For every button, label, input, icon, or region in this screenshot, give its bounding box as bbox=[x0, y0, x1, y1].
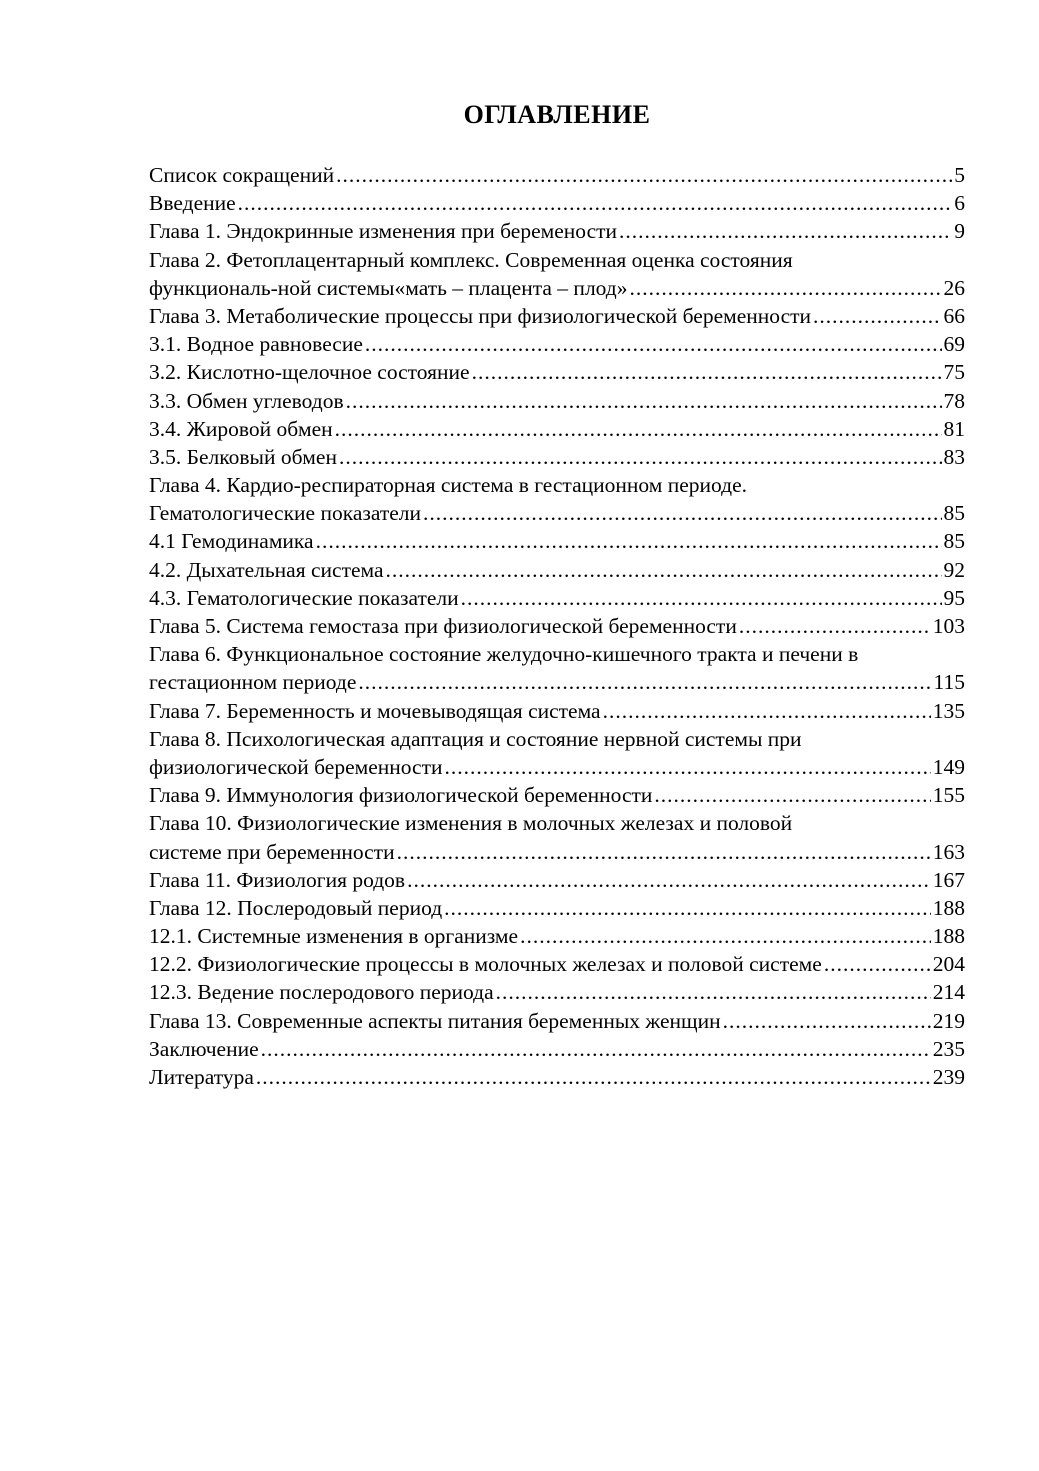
toc-entry[interactable] bbox=[149, 527, 965, 555]
toc-entry[interactable] bbox=[149, 1063, 965, 1091]
toc-entry-text: Глава 12. Послеродовый период bbox=[149, 895, 443, 920]
toc-entry-page: 188 bbox=[932, 924, 965, 949]
toc-entry[interactable] bbox=[149, 556, 965, 584]
toc-entry-text: Список сокращений bbox=[149, 163, 335, 187]
dot-leader bbox=[739, 612, 931, 640]
toc-entry-page: 103 bbox=[932, 614, 965, 638]
toc-entry-page: 85 bbox=[943, 529, 965, 554]
dot-leader bbox=[397, 838, 931, 866]
toc-entry[interactable] bbox=[149, 161, 965, 189]
toc-entry-text: Введение bbox=[149, 191, 236, 216]
toc-entry[interactable] bbox=[149, 838, 965, 866]
toc-entry-page: 9 bbox=[954, 219, 965, 244]
toc-entry-text: 4.3. Гематологические показатели bbox=[149, 585, 459, 610]
toc-entry-page: 219 bbox=[932, 1008, 965, 1033]
toc-entry[interactable] bbox=[149, 189, 965, 217]
dot-leader bbox=[256, 1063, 931, 1091]
toc-entry[interactable] bbox=[149, 443, 965, 471]
toc-entry[interactable] bbox=[149, 499, 965, 527]
toc-entry-text: Глава 10. Физиологические изменения в молочных железах и половой bbox=[149, 811, 793, 836]
dot-leader bbox=[496, 978, 931, 1006]
toc-entry-page: 239 bbox=[932, 1065, 965, 1089]
toc-entry-text: 12.2. Физиологические процессы в молочных железах и половой системе bbox=[149, 952, 822, 977]
toc-entry-page: 78 bbox=[943, 388, 965, 413]
toc-entry-text: Глава 7. Беременность и мочевыводящая система bbox=[149, 698, 601, 723]
toc-entry[interactable] bbox=[149, 584, 965, 612]
toc-entry[interactable] bbox=[149, 978, 965, 1006]
toc-entry[interactable] bbox=[149, 809, 965, 837]
toc-entry-page: 167 bbox=[932, 867, 965, 892]
toc-entry-text: 3.3. Обмен углеводов bbox=[149, 388, 344, 413]
dot-leader bbox=[723, 1007, 931, 1035]
dot-leader bbox=[445, 753, 931, 781]
toc-entry-text: 12.1. Системные изменения в организме bbox=[149, 924, 519, 949]
dot-leader bbox=[346, 387, 942, 415]
table-of-contents bbox=[149, 161, 965, 1091]
dot-leader bbox=[813, 302, 941, 330]
dot-leader bbox=[619, 217, 952, 245]
dot-leader bbox=[603, 697, 931, 725]
toc-entry[interactable] bbox=[149, 358, 965, 386]
dot-leader bbox=[824, 950, 931, 978]
toc-entry-page: 5 bbox=[954, 163, 965, 187]
page-title: ОГЛАВЛЕНИЕ bbox=[463, 100, 651, 129]
toc-entry[interactable] bbox=[149, 415, 965, 443]
dot-leader bbox=[423, 499, 941, 527]
toc-entry-text: Глава 11. Физиология родов bbox=[149, 867, 406, 892]
dot-leader bbox=[336, 161, 952, 189]
dot-leader bbox=[335, 415, 942, 443]
toc-entry-text: системе при беременности bbox=[149, 839, 395, 864]
dot-leader bbox=[386, 556, 942, 584]
toc-entry[interactable] bbox=[149, 302, 965, 330]
toc-entry-text: Заключение bbox=[149, 1036, 259, 1061]
toc-entry-text: 3.2. Кислотно-щелочное состояние bbox=[149, 360, 470, 385]
dot-leader bbox=[316, 527, 942, 555]
toc-entry[interactable] bbox=[149, 1035, 965, 1063]
toc-entry-page: 83 bbox=[943, 444, 965, 469]
toc-entry-page: 235 bbox=[932, 1036, 965, 1061]
toc-entry[interactable] bbox=[149, 922, 965, 950]
dot-leader bbox=[444, 894, 931, 922]
toc-entry[interactable] bbox=[149, 753, 965, 781]
dot-leader bbox=[472, 358, 942, 386]
toc-entry-text: 12.3. Ведение послеродового периода bbox=[149, 980, 494, 1005]
toc-entry[interactable] bbox=[149, 894, 965, 922]
toc-entry-text: 3.1. Водное равновесие bbox=[149, 332, 363, 357]
toc-entry-text: 4.1 Гемодинамика bbox=[149, 529, 314, 554]
dot-leader bbox=[630, 274, 942, 302]
toc-entry[interactable] bbox=[149, 668, 965, 696]
toc-entry-text: гестационном периоде bbox=[149, 670, 357, 695]
toc-entry[interactable] bbox=[149, 274, 965, 302]
dot-leader bbox=[461, 584, 942, 612]
toc-entry[interactable] bbox=[149, 387, 965, 415]
toc-entry-page: 6 bbox=[954, 191, 965, 216]
toc-entry-page: 92 bbox=[943, 557, 965, 582]
toc-entry-page: 75 bbox=[943, 360, 965, 385]
dot-leader bbox=[339, 443, 942, 471]
toc-entry-text: Гематологические показатели bbox=[149, 501, 422, 526]
toc-entry-text: 3.4. Жировой обмен bbox=[149, 416, 333, 441]
toc-entry[interactable] bbox=[149, 697, 965, 725]
toc-entry-text: Глава 8. Психологическая адаптация и состояние нервной системы при bbox=[149, 726, 802, 751]
toc-entry-page: 204 bbox=[932, 952, 965, 977]
toc-entry-text: Глава 6. Функциональное состояние желудочно-кишечного тракта и печени в bbox=[149, 642, 859, 667]
dot-leader bbox=[238, 189, 953, 217]
toc-entry-page: 135 bbox=[932, 698, 965, 723]
dot-leader bbox=[261, 1035, 931, 1063]
toc-entry-page: 214 bbox=[932, 980, 965, 1005]
toc-entry-text: Литература bbox=[149, 1065, 254, 1089]
dot-leader bbox=[365, 330, 942, 358]
toc-entry-text: Глава 13. Современные аспекты питания беременных женщин bbox=[149, 1008, 721, 1033]
toc-entry-page: 163 bbox=[932, 839, 965, 864]
toc-entry-page: 66 bbox=[943, 303, 965, 328]
toc-entry[interactable] bbox=[149, 471, 965, 499]
toc-entry-page: 69 bbox=[943, 332, 965, 357]
toc-entry[interactable] bbox=[149, 640, 965, 668]
toc-entry-page: 95 bbox=[943, 585, 965, 610]
toc-entry-page: 81 bbox=[943, 416, 965, 441]
toc-entry-text: физиологической беременности bbox=[149, 754, 443, 779]
dot-leader bbox=[520, 922, 931, 950]
toc-entry-page: 115 bbox=[933, 670, 965, 695]
toc-entry-page: 155 bbox=[932, 783, 965, 808]
toc-entry-page: 85 bbox=[943, 501, 965, 526]
toc-entry-text: 4.2. Дыхательная система bbox=[149, 557, 384, 582]
toc-entry[interactable] bbox=[149, 246, 965, 274]
toc-entry[interactable] bbox=[149, 217, 965, 245]
toc-entry[interactable] bbox=[149, 866, 965, 894]
toc-entry-page: 188 bbox=[932, 895, 965, 920]
toc-entry-text: Глава 3. Метаболические процессы при физиологической беременности bbox=[149, 303, 812, 328]
toc-entry[interactable] bbox=[149, 781, 965, 809]
toc-entry-text: 3.5. Белковый обмен bbox=[149, 444, 337, 469]
toc-entry-text: Глава 4. Кардио-респираторная система в гестационном периоде. bbox=[149, 473, 748, 498]
toc-entry-text: функциональ-ной системы«мать – плацента – плод» bbox=[149, 275, 628, 300]
toc-entry[interactable] bbox=[149, 950, 965, 978]
toc-entry-text: Глава 2. Фетоплацентарный комплекс. Современная оценка состояния bbox=[149, 247, 793, 272]
toc-entry-page: 149 bbox=[932, 754, 965, 779]
dot-leader bbox=[654, 781, 930, 809]
toc-entry[interactable] bbox=[149, 1007, 965, 1035]
toc-entry[interactable] bbox=[149, 725, 965, 753]
toc-entry-text: Глава 5. Система гемостаза при физиологической беременности bbox=[149, 614, 737, 638]
dot-leader bbox=[358, 668, 931, 696]
dot-leader bbox=[407, 866, 931, 894]
toc-entry[interactable] bbox=[149, 612, 965, 640]
toc-entry[interactable] bbox=[149, 330, 965, 358]
toc-entry-page: 26 bbox=[943, 275, 965, 300]
toc-entry-text: Глава 1. Эндокринные изменения при беремености bbox=[149, 219, 618, 244]
toc-entry-text: Глава 9. Иммунология физиологической беременности bbox=[149, 783, 653, 808]
